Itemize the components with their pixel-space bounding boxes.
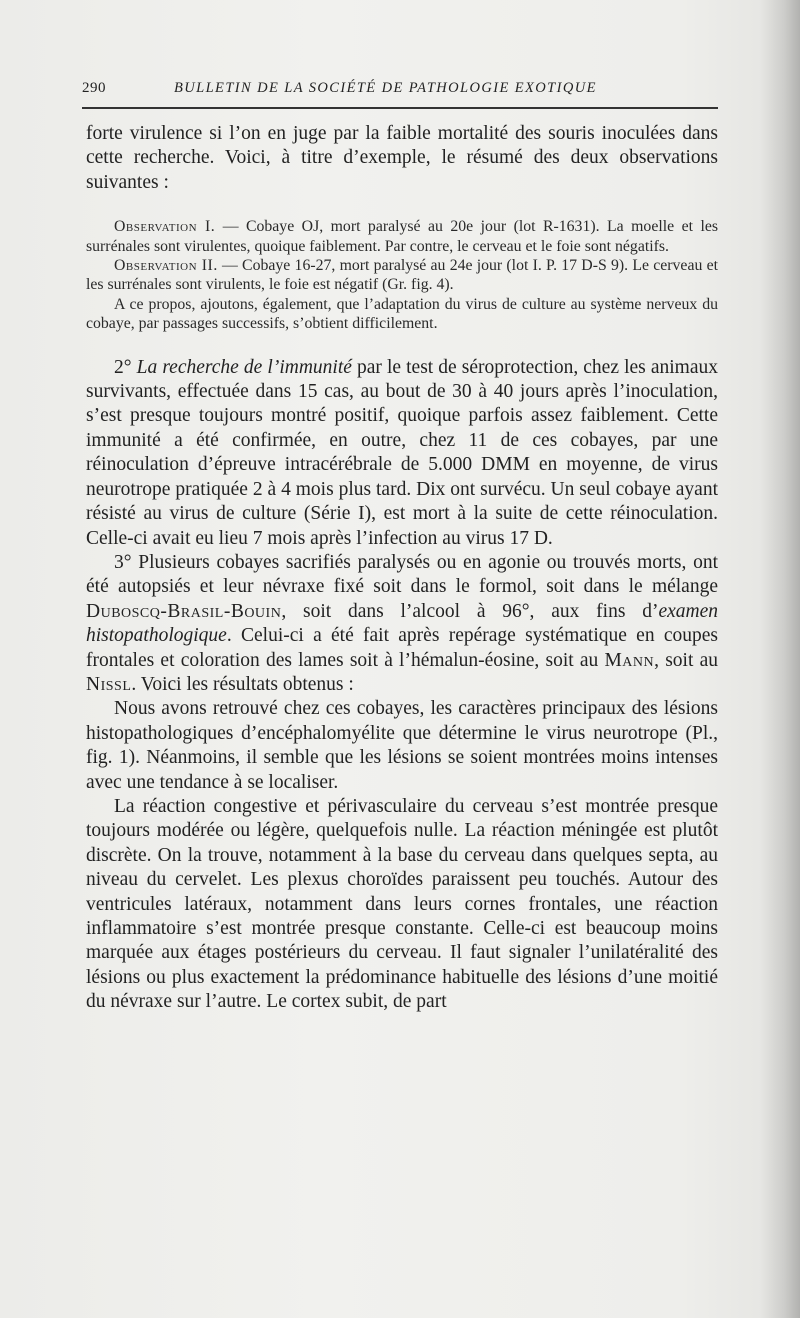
page-header (82, 78, 722, 102)
section-2-title: La recherche de l’immunité (136, 356, 352, 378)
observation-1-text: — Cobaye OJ, mort paralysé au 20e jour (lot R-1631). La moelle et les surrénales sont virulentes, quoique faiblement. Par contre, le cerveau et le foie sont négatifs. (86, 218, 718, 255)
section-3-text-4: , soit au (654, 649, 718, 671)
stain-nissl: Nissl (86, 673, 132, 695)
section-3-text-2: , soit dans l’alcool à 96°, aux fins d’ (281, 600, 659, 622)
observation-2-label: Observation II. (114, 257, 218, 275)
note-paragraph: A ce propos, ajoutons, également, que l’adaptation du virus de culture au système nerveux du cobaye, par passages successifs, s’obtient difficilement. (86, 295, 718, 333)
running-title: BULLETIN DE LA SOCIÉTÉ DE PATHOLOGIE EXOTIQUE (174, 80, 597, 96)
intro-paragraph: forte virulence si l’on en juge par la faible mortalité des souris inoculées dans cette recherche. Voici, à titre d’exemple, le résumé des deux observations suivantes : (86, 123, 718, 193)
body-text (86, 122, 718, 1015)
observations-block (86, 217, 718, 333)
paragraph-4: Nous avons retrouvé chez ces cobayes, les caractères principaux des lésions histopathologiques d’encéphalomyélite que détermine le virus neurotrope (Pl., fig. 1). Néanmoins, il semble que les lésions se soient montrées moins intenses avec une tendance à se localiser. (86, 698, 718, 793)
section-2-paragraph (86, 356, 718, 551)
section-3-italic: examen histopathologique (86, 600, 718, 647)
page-number: 290 (82, 80, 106, 96)
observation-1 (86, 217, 718, 256)
section-2-number: 2° (114, 356, 137, 378)
section-2-text: par le test de séroprotection, chez les animaux survivants, effectuée dans 15 cas, au bout de 30 à 40 jours après l’inoculation, s’est presque toujours montré positif, quoique parfois assez faiblement. Cette immunité a été confirmée, en outre, chez 11 de ces cobayes, par une réinoculation d’épreuve intracérébrale de 5.000 DMM en moyenne, de virus neurotrope pratiquée 2 à 4 mois plus tard. Dix ont survécu. Un seul cobaye ayant résisté au virus de culture (Série I), est mort à la suite de cette réinoculation. Celle-ci avait eu lieu 7 mois après l’infection au virus 17 D. (86, 356, 718, 549)
stain-mann: Mann (604, 649, 655, 671)
section-3-text-1: 3° Plusieurs cobayes sacrifiés paralysés ou en agonie ou trouvés morts, ont été autopsiés et leur névraxe fixé soit dans le formol, soit dans le mélange (86, 551, 718, 598)
section-3-text-5: . Voici les résultats obtenus : (131, 673, 354, 695)
header-rule (82, 107, 718, 109)
section-3-paragraph (86, 551, 718, 697)
paragraph-5: La réaction congestive et périvasculaire du cerveau s’est montrée presque toujours modérée ou légère, quelquefois nulle. La réaction méningée est plutôt discrète. On la trouve, notamment à la base du cerveau dans quelques septa, au niveau du cervelet. Les plexus choroïdes paraissent peu touchés. Autour des ventricules latéraux, notamment dans leurs cornes frontales, une réaction inflammatoire s’est montrée presque constante. Celle-ci est beaucoup moins marquée aux étages postérieurs du cerveau. Il faut signaler l’unilatéralité des lésions ou plus exactement la prédominance habituelle des lésions d’une moitié du névraxe sur l’autre. Le cortex subit, de part (86, 795, 718, 1013)
observation-2-text: — Cobaye 16-27, mort paralysé au 24e jour (lot I. P. 17 D-S 9). Le cerveau et les surrénales sont virulents, le foie est négatif (Gr. fig. 4). (86, 257, 718, 294)
reagent-name: Duboscq-Brasil-Bouin (86, 600, 282, 622)
observation-1-label: Observation I. (114, 218, 216, 236)
page-edge-shadow (760, 0, 800, 1318)
observation-2 (86, 256, 718, 295)
section-3-text-3: . Celui-ci a été fait après repérage systématique en coupes frontales et coloration des lames soit à l’hémalun-éosine, soit au (86, 625, 718, 671)
